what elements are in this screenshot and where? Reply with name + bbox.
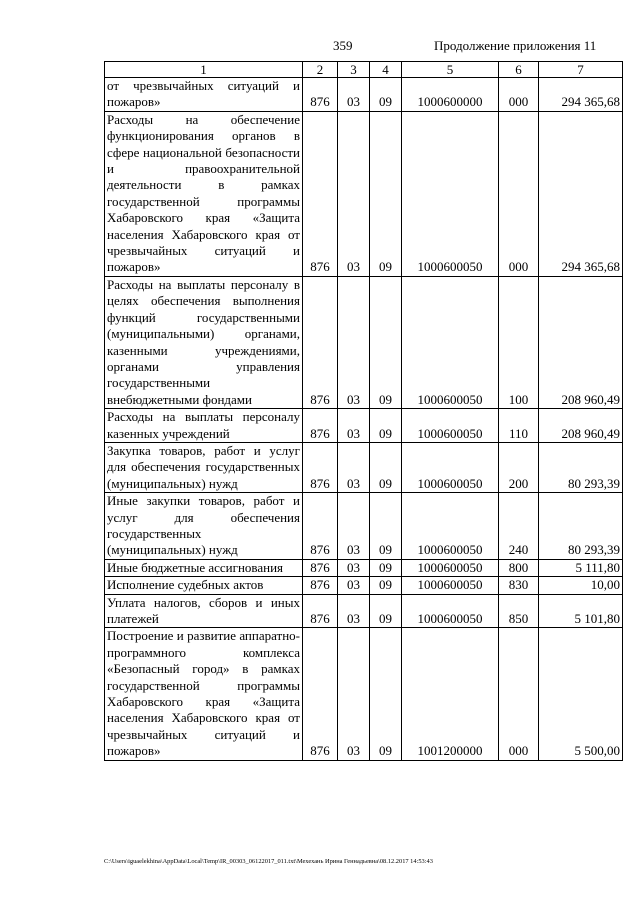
column-header: 5 <box>402 62 499 78</box>
ministry-code-cell: 876 <box>303 577 338 594</box>
row-name-cell: Закупка товаров, работ и услуг для обеспечения государственных (муниципальных) нужд <box>105 442 303 492</box>
amount-cell: 294 365,68 <box>539 111 623 276</box>
row-name-cell: Расходы на выплаты персоналу в целях обеспечения выполнения функций государственными (муниципальными) органами, казенными учреждениями, органами управления государственными внебюджетными фондами <box>105 276 303 408</box>
section-code-cell: 03 <box>338 577 370 594</box>
column-header: 1 <box>105 62 303 78</box>
expense-type-cell: 000 <box>499 78 539 112</box>
target-article-cell: 1000600050 <box>402 111 499 276</box>
section-code-cell: 03 <box>338 276 370 408</box>
subsection-code-cell: 09 <box>370 559 402 576</box>
section-code-cell: 03 <box>338 409 370 443</box>
amount-cell: 80 293,39 <box>539 493 623 560</box>
amount-cell: 208 960,49 <box>539 276 623 408</box>
column-header: 3 <box>338 62 370 78</box>
file-path-footer: C:\Users\iguaelekhina\AppData\Local\Temp\IR_00303_06122017_011.txt\Мехехань Ирина Геннадьевна\08.12.2017 14:53:43 <box>104 858 433 865</box>
appendix-title: Продолжение приложения 11 <box>434 38 597 53</box>
ministry-code-cell: 876 <box>303 559 338 576</box>
ministry-code-cell: 876 <box>303 628 338 760</box>
budget-table <box>104 61 623 761</box>
section-code-cell: 03 <box>338 442 370 492</box>
table-row <box>105 493 623 560</box>
row-name-cell: Исполнение судебных актов <box>105 577 303 594</box>
expense-type-cell: 850 <box>499 594 539 628</box>
table-header-row <box>105 62 623 78</box>
amount-cell: 5 500,00 <box>539 628 623 760</box>
amount-cell: 5 111,80 <box>539 559 623 576</box>
row-name-cell: от чрезвычайных ситуаций и пожаров» <box>105 78 303 112</box>
subsection-code-cell: 09 <box>370 594 402 628</box>
section-code-cell: 03 <box>338 559 370 576</box>
section-code-cell: 03 <box>338 594 370 628</box>
amount-cell: 80 293,39 <box>539 442 623 492</box>
column-header: 2 <box>303 62 338 78</box>
subsection-code-cell: 09 <box>370 628 402 760</box>
amount-cell: 208 960,49 <box>539 409 623 443</box>
section-code-cell: 03 <box>338 78 370 112</box>
target-article-cell: 1000600000 <box>402 78 499 112</box>
table-row <box>105 442 623 492</box>
row-name-cell: Расходы на выплаты персоналу казенных учреждений <box>105 409 303 443</box>
row-name-cell: Иные закупки товаров, работ и услуг для обеспечения государственных (муниципальных) нужд <box>105 493 303 560</box>
ministry-code-cell: 876 <box>303 78 338 112</box>
table-row <box>105 594 623 628</box>
expense-type-cell: 100 <box>499 276 539 408</box>
section-code-cell: 03 <box>338 493 370 560</box>
target-article-cell: 1001200000 <box>402 628 499 760</box>
row-name-cell: Расходы на обеспечение функционирования органов в сфере национальной безопасности и правоохранительной деятельности в рамках государственной программы Хабаровского края «Защита населения Хабаровского края от чрезвычайных ситуаций и пожаров» <box>105 111 303 276</box>
amount-cell: 5 101,80 <box>539 594 623 628</box>
target-article-cell: 1000600050 <box>402 594 499 628</box>
expense-type-cell: 240 <box>499 493 539 560</box>
expense-type-cell: 800 <box>499 559 539 576</box>
subsection-code-cell: 09 <box>370 276 402 408</box>
section-code-cell: 03 <box>338 111 370 276</box>
expense-type-cell: 110 <box>499 409 539 443</box>
target-article-cell: 1000600050 <box>402 559 499 576</box>
table-row <box>105 111 623 276</box>
ministry-code-cell: 876 <box>303 594 338 628</box>
subsection-code-cell: 09 <box>370 111 402 276</box>
subsection-code-cell: 09 <box>370 577 402 594</box>
table-row <box>105 559 623 576</box>
target-article-cell: 1000600050 <box>402 442 499 492</box>
target-article-cell: 1000600050 <box>402 276 499 408</box>
subsection-code-cell: 09 <box>370 78 402 112</box>
page-header <box>0 38 640 56</box>
target-article-cell: 1000600050 <box>402 493 499 560</box>
expense-type-cell: 000 <box>499 111 539 276</box>
ministry-code-cell: 876 <box>303 276 338 408</box>
page-number: 359 <box>333 38 353 53</box>
ministry-code-cell: 876 <box>303 493 338 560</box>
section-code-cell: 03 <box>338 628 370 760</box>
amount-cell: 10,00 <box>539 577 623 594</box>
table-row <box>105 276 623 408</box>
ministry-code-cell: 876 <box>303 111 338 276</box>
expense-type-cell: 200 <box>499 442 539 492</box>
ministry-code-cell: 876 <box>303 409 338 443</box>
column-header: 4 <box>370 62 402 78</box>
table-row <box>105 628 623 760</box>
target-article-cell: 1000600050 <box>402 577 499 594</box>
ministry-code-cell: 876 <box>303 442 338 492</box>
subsection-code-cell: 09 <box>370 409 402 443</box>
row-name-cell: Уплата налогов, сборов и иных платежей <box>105 594 303 628</box>
expense-type-cell: 000 <box>499 628 539 760</box>
row-name-cell: Иные бюджетные ассигнования <box>105 559 303 576</box>
subsection-code-cell: 09 <box>370 493 402 560</box>
table-row <box>105 409 623 443</box>
target-article-cell: 1000600050 <box>402 409 499 443</box>
column-header: 6 <box>499 62 539 78</box>
table-row <box>105 78 623 112</box>
amount-cell: 294 365,68 <box>539 78 623 112</box>
column-header: 7 <box>539 62 623 78</box>
expense-type-cell: 830 <box>499 577 539 594</box>
subsection-code-cell: 09 <box>370 442 402 492</box>
row-name-cell: Построение и развитие аппаратно-программного комплекса «Безопасный город» в рамках государственной программы Хабаровского края «Защита населения Хабаровского края от чрезвычайных ситуаций и пожаров» <box>105 628 303 760</box>
table-row <box>105 577 623 594</box>
